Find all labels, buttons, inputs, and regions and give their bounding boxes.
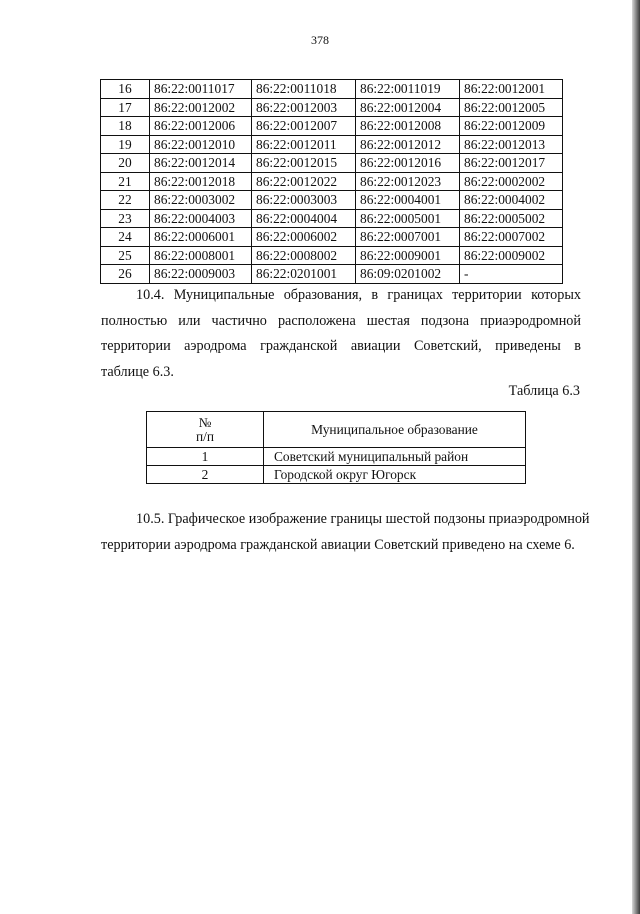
table-caption: Таблица 6.3	[508, 383, 580, 399]
table-row	[101, 172, 563, 191]
cadastral-number-cell: 86:22:0012013	[460, 135, 563, 154]
table-row	[147, 448, 526, 466]
row-number: 24	[101, 228, 150, 247]
cadastral-number-cell: 86:22:0002002	[460, 172, 563, 191]
table-row	[101, 246, 563, 265]
cadastral-number-cell: 86:22:0012011	[252, 135, 356, 154]
cadastral-number-cell: 86:22:0012009	[460, 117, 563, 136]
cadastral-number-cell: 86:22:0009003	[150, 265, 252, 284]
cadastral-number-cell: 86:22:0004003	[150, 209, 252, 228]
table-row	[147, 466, 526, 484]
cadastral-number-cell: 86:22:0006001	[150, 228, 252, 247]
table-row	[101, 98, 563, 117]
cadastral-number-cell: 86:22:0012014	[150, 154, 252, 173]
header-number-symbol: №	[198, 414, 212, 430]
row-number: 17	[101, 98, 150, 117]
cadastral-number-cell: -	[460, 265, 563, 284]
cadastral-number-cell: 86:22:0008002	[252, 246, 356, 265]
table-row	[101, 209, 563, 228]
cadastral-number-cell: 86:22:0201001	[252, 265, 356, 284]
table-header-row	[147, 412, 526, 448]
row-number: 26	[101, 265, 150, 284]
cadastral-number-cell: 86:22:0012012	[356, 135, 460, 154]
cadastral-number-cell: 86:22:0005001	[356, 209, 460, 228]
cadastral-table	[100, 79, 563, 284]
cadastral-number-cell: 86:22:0012001	[460, 80, 563, 99]
row-number: 23	[101, 209, 150, 228]
cadastral-number-cell: 86:22:0012003	[252, 98, 356, 117]
cadastral-number-cell: 86:22:0012005	[460, 98, 563, 117]
paragraph-line: территории аэродрома гражданской авиации Советский приведено на схеме 6.	[101, 536, 575, 553]
cadastral-number-cell: 86:22:0003003	[252, 191, 356, 210]
header-number	[147, 412, 264, 448]
cadastral-number-cell: 86:22:0004004	[252, 209, 356, 228]
municipal-table	[146, 411, 526, 484]
page-number: 378	[311, 33, 329, 47]
cadastral-number-cell: 86:22:0012022	[252, 172, 356, 191]
row-municipality: Советский муниципальный район	[264, 448, 526, 466]
table-row	[101, 265, 563, 284]
cadastral-number-cell: 86:22:0009002	[460, 246, 563, 265]
cadastral-number-cell: 86:22:0008001	[150, 246, 252, 265]
cadastral-number-cell: 86:22:0011017	[150, 80, 252, 99]
cadastral-number-cell: 86:22:0007002	[460, 228, 563, 247]
row-number: 25	[101, 246, 150, 265]
cadastral-number-cell: 86:09:0201002	[356, 265, 460, 284]
row-number: 20	[101, 154, 150, 173]
cadastral-number-cell: 86:22:0012017	[460, 154, 563, 173]
cadastral-number-cell: 86:22:0011019	[356, 80, 460, 99]
cadastral-number-cell: 86:22:0011018	[252, 80, 356, 99]
row-number: 1	[147, 448, 264, 466]
cadastral-number-cell: 86:22:0004002	[460, 191, 563, 210]
cadastral-number-cell: 86:22:0007001	[356, 228, 460, 247]
row-number: 18	[101, 117, 150, 136]
row-number: 19	[101, 135, 150, 154]
cadastral-number-cell: 86:22:0005002	[460, 209, 563, 228]
cadastral-number-cell: 86:22:0012006	[150, 117, 252, 136]
cadastral-number-cell: 86:22:0012016	[356, 154, 460, 173]
scan-edge-shadow	[632, 0, 640, 914]
paragraph-line: полностью или частично расположена шестая подзона приаэродромной	[101, 312, 581, 329]
paragraph-line: территории аэродрома гражданской авиации Советский, приведены в	[101, 338, 581, 354]
cadastral-number-cell: 86:22:0012007	[252, 117, 356, 136]
paragraph-line: 10.5. Графическое изображение границы шестой подзоны приаэродромной	[136, 511, 590, 527]
table-row	[101, 117, 563, 136]
paragraph-10-5	[101, 507, 590, 558]
cadastral-number-cell: 86:22:0003002	[150, 191, 252, 210]
paragraph-line: таблице 6.3.	[101, 363, 174, 380]
row-number: 2	[147, 466, 264, 484]
table-row	[101, 80, 563, 99]
row-number: 22	[101, 191, 150, 210]
cadastral-number-cell: 86:22:0012002	[150, 98, 252, 117]
cadastral-number-cell: 86:22:0012015	[252, 154, 356, 173]
table-row	[101, 228, 563, 247]
header-number-abbr: п/п	[195, 428, 215, 444]
cadastral-number-cell: 86:22:0012004	[356, 98, 460, 117]
row-number: 16	[101, 80, 150, 99]
paragraph-10-4	[101, 283, 581, 385]
paragraph-line: 10.4. Муниципальные образования, в границах территории которых	[136, 287, 581, 303]
table-row	[101, 154, 563, 173]
row-municipality: Городской округ Югорск	[264, 466, 526, 484]
table-row	[101, 135, 563, 154]
table-row	[101, 191, 563, 210]
cadastral-number-cell: 86:22:0009001	[356, 246, 460, 265]
cadastral-number-cell: 86:22:0012010	[150, 135, 252, 154]
cadastral-number-cell: 86:22:0004001	[356, 191, 460, 210]
cadastral-number-cell: 86:22:0012008	[356, 117, 460, 136]
cadastral-number-cell: 86:22:0006002	[252, 228, 356, 247]
cadastral-number-cell: 86:22:0012023	[356, 172, 460, 191]
row-number: 21	[101, 172, 150, 191]
cadastral-number-cell: 86:22:0012018	[150, 172, 252, 191]
header-municipality: Муниципальное образование	[264, 412, 526, 448]
